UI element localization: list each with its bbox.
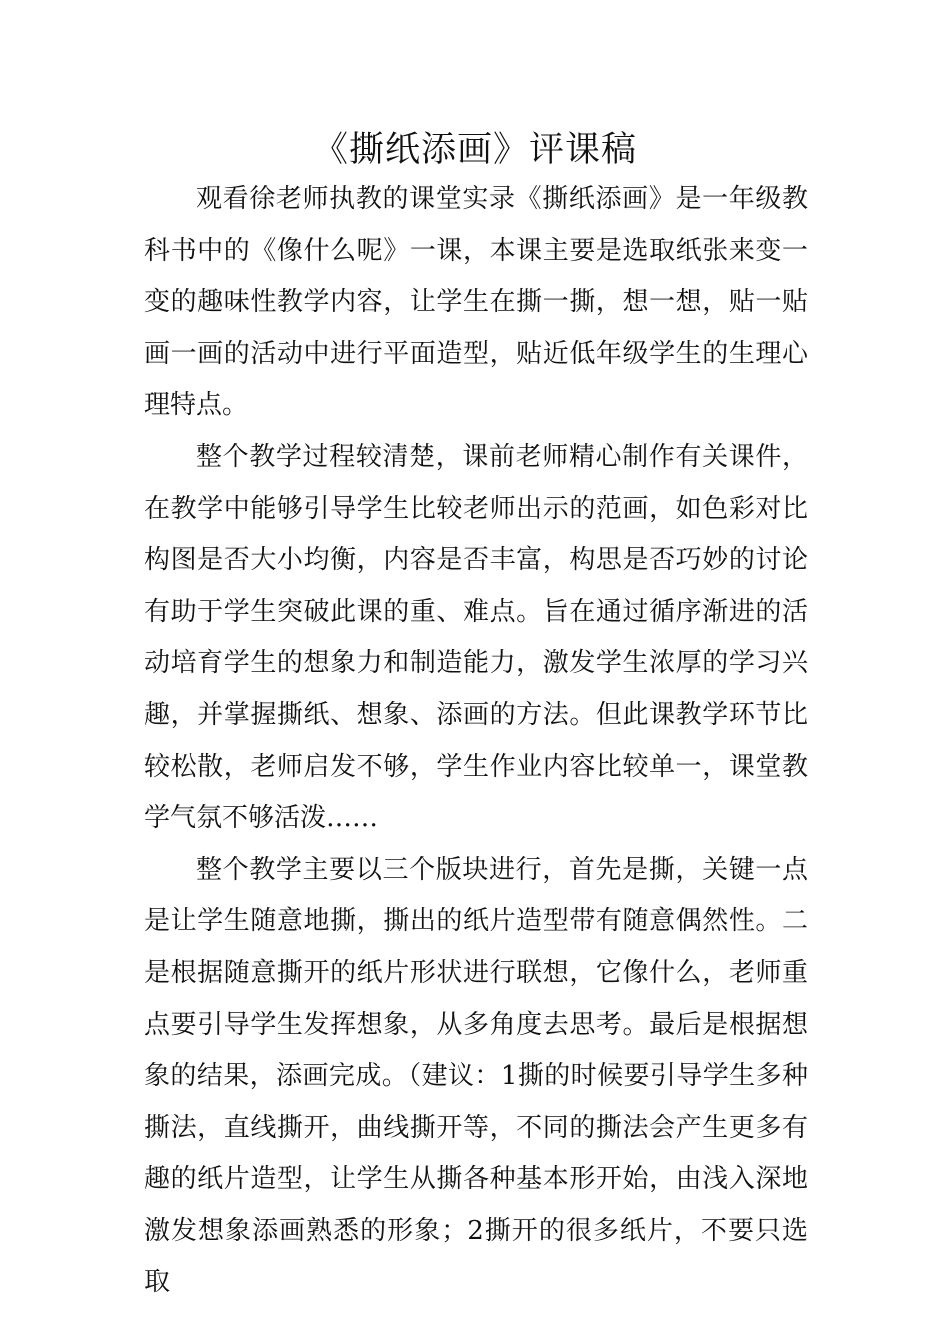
paragraph-2: 整个教学过程较清楚，课前老师精心制作有关课件，在教学中能够引导学生比较老师出示的范画，如色彩对比构图是否大小均衡，内容是否丰富，构思是否巧妙的讨论有助于学生突破此课的重、难点。旨在通过循序渐进的活动培育学生的想象力和制造能力，激发学生浓厚的学习兴趣，并掌握撕纸、想象、添画的方法。但此课教学环节比较松散，老师启发不够，学生作业内容比较单一，课堂教学气氛不够活泼…… <box>144 441 808 834</box>
paragraph-1: 观看徐老师执教的课堂实录《撕纸添画》是一年级教科书中的《像什么呢》一课，本课主要是选取纸张来变一变的趣味性教学内容，让学生在撕一撕，想一想，贴一贴画一画的活动中进行平面造型，贴近低年级学生的生理心理特点。 <box>144 184 808 421</box>
document-title: 《撕纸添画》评课稿 <box>312 130 637 170</box>
paragraph-3: 整个教学主要以三个版块进行，首先是撕，关键一点是让学生随意地撕，撕出的纸片造型带有随意偶然性。二是根据随意撕开的纸片形状进行联想，它像什么，老师重点要引导学生发挥想象，从多角度去思考。最后是根据想象的结果，添画完成。（建议：1撕的时候要引导学生多种撕法，直线撕开，曲线撕开等，不同的撕法会产生更多有趣的纸片造型，让学生从撕各种基本形开始，由浅入深地激发想象添画熟悉的形象；2撕开的很多纸片，不要只选取 <box>144 854 808 1298</box>
document-body <box>144 174 808 1309</box>
